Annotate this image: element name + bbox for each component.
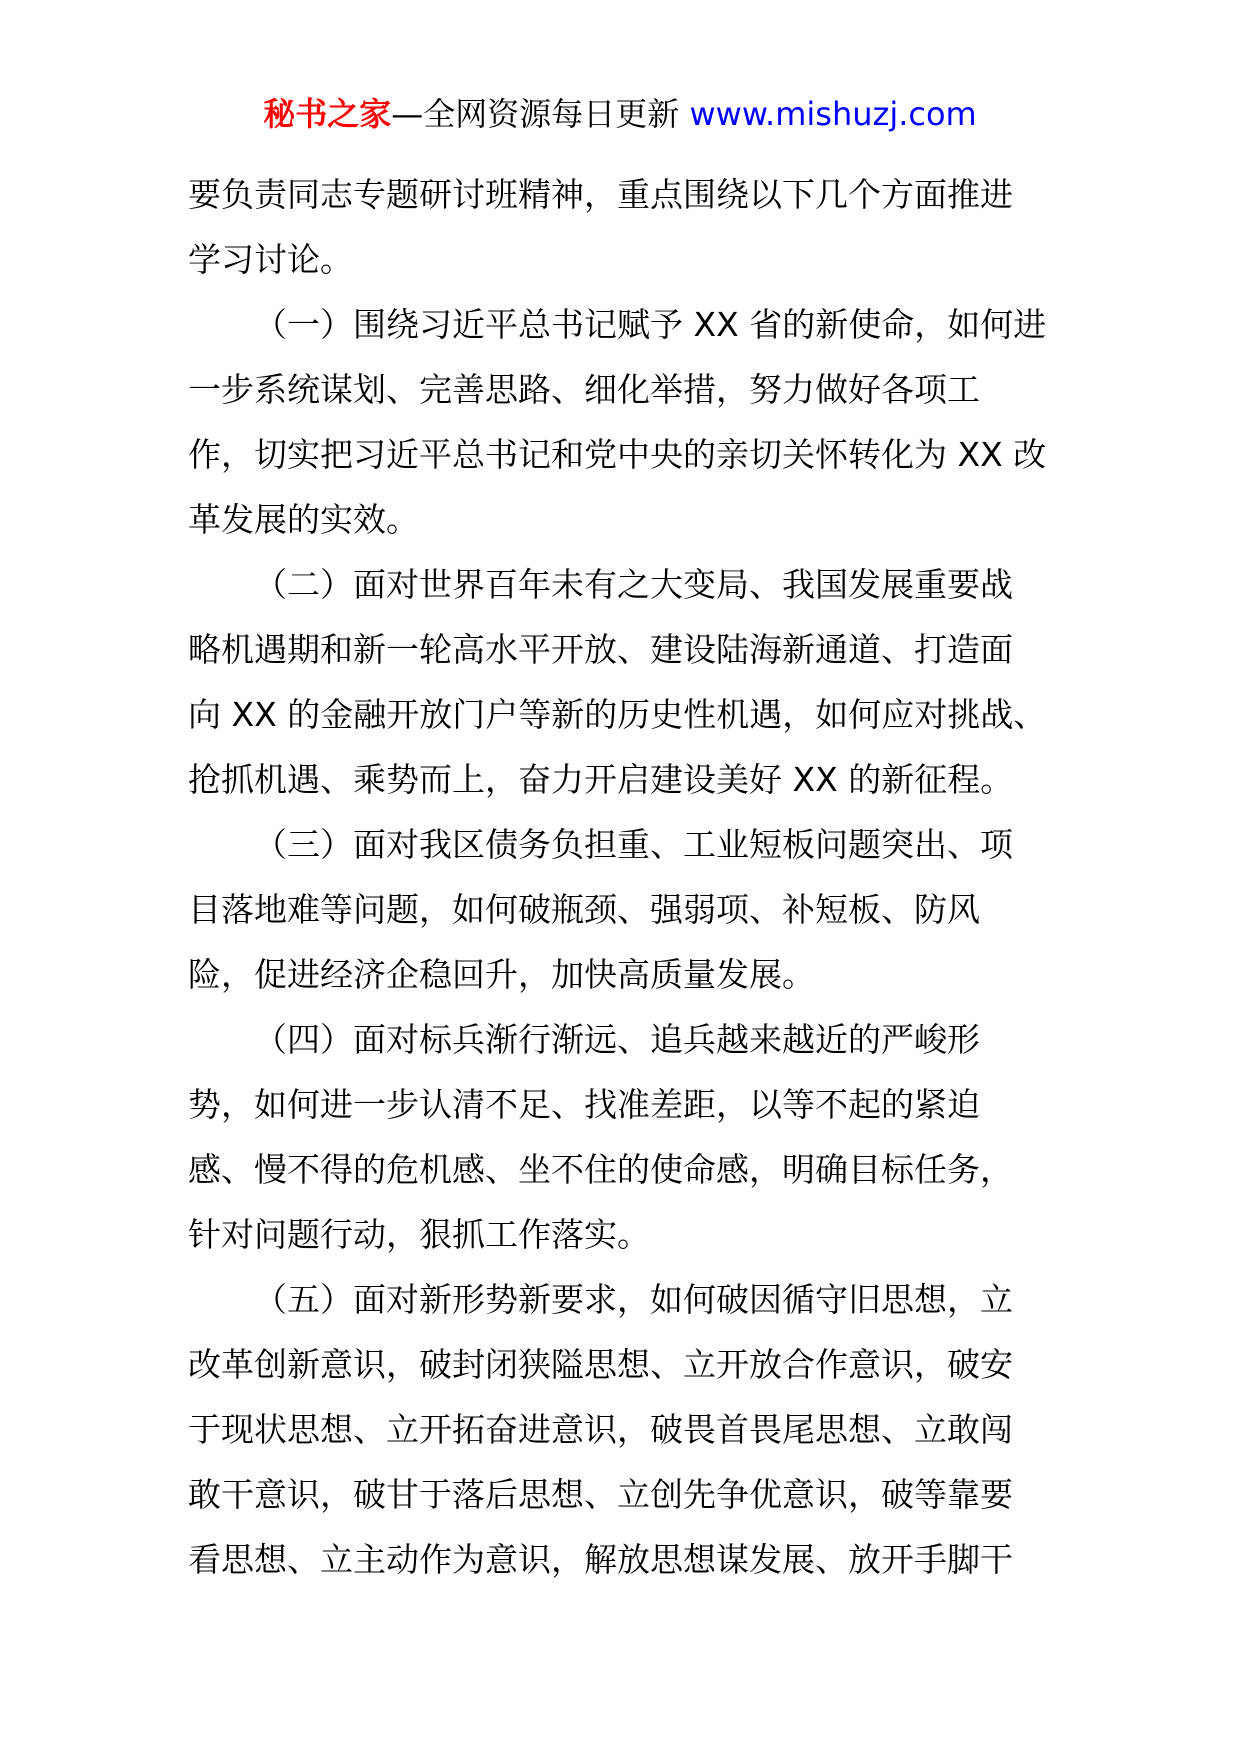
document-body (188, 162, 1056, 1592)
text-line: 向 XX 的金融开放门户等新的历史性机遇，如何应对挑战、 (188, 695, 1047, 734)
text-line: 略机遇期和新一轮高水平开放、建设陆海新通道、打造面 (188, 630, 1013, 669)
text-line: 险，促进经济企稳回升，加快高质量发展。 (188, 955, 815, 994)
text-line: 势，如何进一步认清不足、找准差距，以等不起的紧迫 (188, 1085, 980, 1124)
text-line: （五）面对新形势新要求，如何破因循守旧思想，立 (254, 1280, 1013, 1319)
text-line: 要负责同志专题研讨班精神，重点围绕以下几个方面推进 (188, 175, 1013, 214)
text-line: 感、慢不得的危机感、坐不住的使命感，明确目标任务， (188, 1150, 1013, 1189)
text-line: （二）面对世界百年未有之大变局、我国发展重要战 (254, 565, 1013, 604)
text-line: （三）面对我区债务负担重、工业短板问题突出、项 (254, 825, 1013, 864)
text-line: 抢抓机遇、乘势而上，奋力开启建设美好 XX 的新征程。 (188, 760, 1014, 799)
page-header (0, 95, 1240, 133)
site-tagline: —全网资源每日更新 (391, 95, 690, 133)
text-line: 学习讨论。 (188, 240, 353, 279)
text-line: 一步系统谋划、完善思路、细化举措，努力做好各项工 (188, 370, 980, 409)
text-line: 改革创新意识，破封闭狭隘思想、立开放合作意识，破安 (188, 1345, 1013, 1384)
text-line: 目落地难等问题，如何破瓶颈、强弱项、补短板、防风 (188, 890, 980, 929)
text-line: （一）围绕习近平总书记赋予 XX 省的新使命，如何进 (254, 305, 1047, 344)
text-line: 作，切实把习近平总书记和党中央的亲切关怀转化为 XX 改 (188, 435, 1047, 474)
text-line: 针对问题行动，狠抓工作落实。 (188, 1215, 650, 1254)
text-line: 于现状思想、立开拓奋进意识，破畏首畏尾思想、立敢闯 (188, 1410, 1013, 1449)
text-line: 革发展的实效。 (188, 500, 419, 539)
site-name: 秘书之家 (263, 95, 392, 133)
site-url-link[interactable]: www.mishuzj.com (689, 95, 977, 133)
text-line: 看思想、立主动作为意识，解放思想谋发展、放开手脚干 (188, 1540, 1013, 1579)
text-line: （四）面对标兵渐行渐远、追兵越来越近的严峻形 (254, 1020, 980, 1059)
text-line: 敢干意识，破甘于落后思想、立创先争优意识，破等靠要 (188, 1475, 1013, 1514)
